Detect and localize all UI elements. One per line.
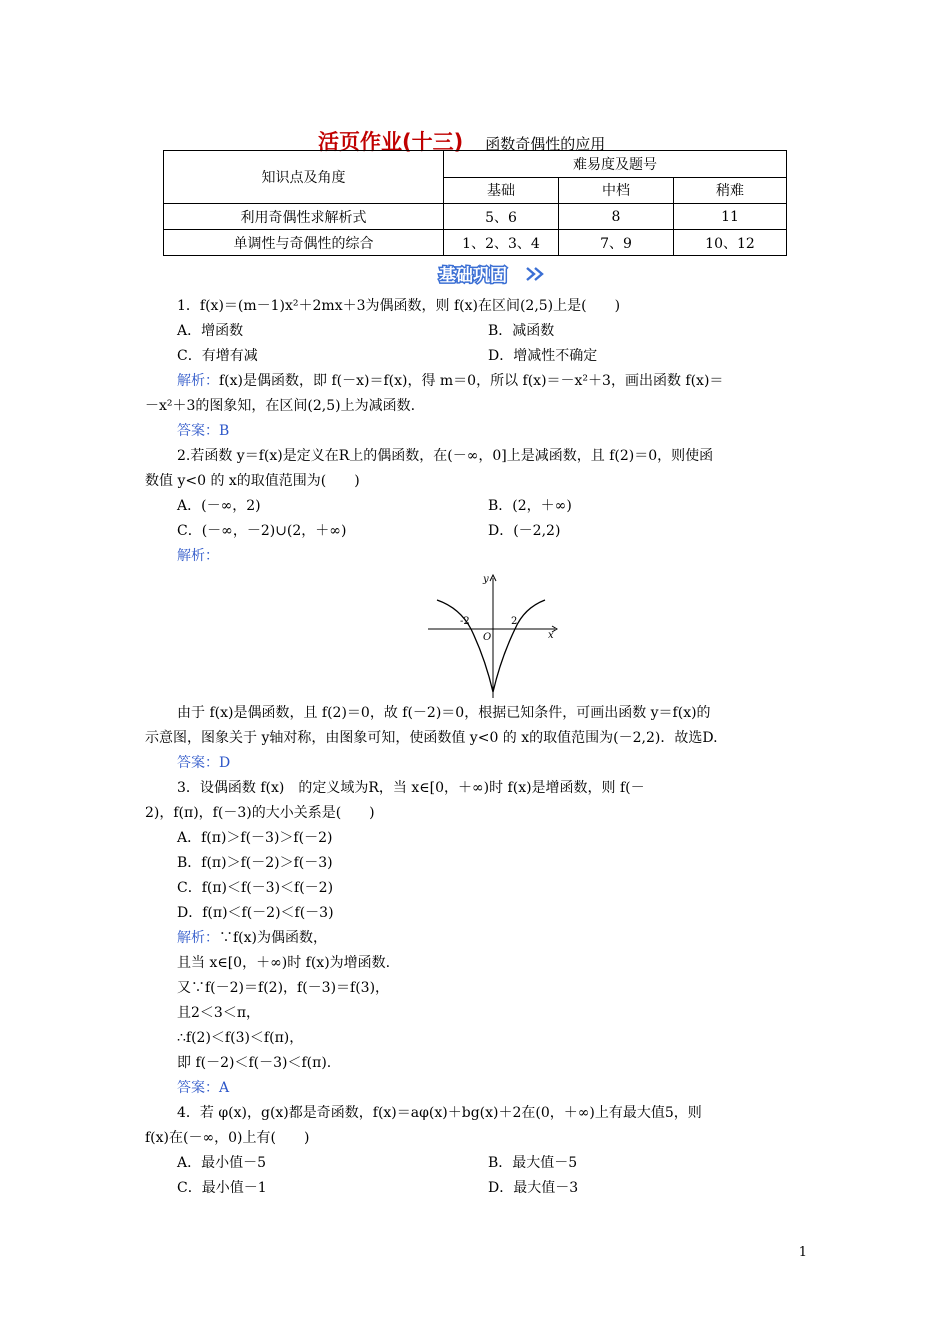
graph-curve-left <box>437 600 493 692</box>
q4-stem-line1: 4．若 φ(x)，g(x)都是奇函数，f(x)＝aφ(x)＋bg(x)＋2在(0，＋∞)上有最大值5，则 <box>177 1105 702 1121</box>
q2-stem-line2: 数值 y<0 的 x的取值范围为( ) <box>145 473 360 489</box>
q1-solution-text: f(x)是偶函数，即 f(－x)＝f(x)，得 m＝0，所以 f(x)＝－x²＋3，画出函数 f(x)＝ <box>219 373 724 389</box>
q3-answer: 答案：A <box>177 1080 230 1096</box>
table-cell: 1、2、3、4 <box>444 230 559 256</box>
q3-stem-line2: 2)，f(π)，f(－3)的大小关系是( ) <box>145 805 375 821</box>
q4-option-c: C．最小值－1 <box>177 1180 267 1196</box>
graph-curve-right <box>493 600 545 692</box>
table-cell: 5、6 <box>444 204 559 230</box>
table-cell: 10、12 <box>674 230 787 256</box>
q2-solution-label: 解析： <box>177 548 219 564</box>
section-banner <box>437 261 553 287</box>
chevron-right-icon <box>527 268 542 280</box>
table-row <box>164 230 787 256</box>
difficulty-table <box>163 150 787 256</box>
q1-option-d: D．增减性不确定 <box>488 348 598 364</box>
table-cell: 利用奇偶性求解析式 <box>164 204 444 230</box>
graph-pos2-label: 2 <box>511 616 518 627</box>
table-level-basic: 基础 <box>444 177 559 204</box>
table-cell: 11 <box>674 204 787 230</box>
graph-neg2-label: -2 <box>460 616 470 627</box>
q1-stem: 1．f(x)＝(m－1)x²＋2mx＋3为偶函数，则 f(x)在区间(2,5)上是( ) <box>177 298 621 314</box>
table-level-hard: 稍难 <box>674 177 787 204</box>
q1-solution-line2: －x²＋3的图象知，在区间(2,5)上为减函数. <box>145 398 416 414</box>
q2-stem-line1: 2.若函数 y＝f(x)是定义在R上的偶函数，在(－∞，0]上是减函数，且 f(2)＝0，则使函 <box>177 448 714 464</box>
q1-option-a: A．增函数 <box>177 323 244 339</box>
table-cell: 7、9 <box>559 230 674 256</box>
q3-solution-line6: 即 f(－2)＜f(－3)＜f(π). <box>177 1055 332 1071</box>
q2-answer: 答案：D <box>177 755 231 771</box>
q2-explanation-line2: 示意图，图象关于 y轴对称，由图象可知，使函数值 y<0 的 x的取值范围为(－2,2)．故选D. <box>145 730 718 746</box>
q2-option-a: A．(－∞，2) <box>177 498 261 514</box>
q2-function-graph <box>425 570 560 700</box>
q2-option-b: B．(2，＋∞) <box>488 498 572 514</box>
q3-option-c: C．f(π)＜f(－3)＜f(－2) <box>177 880 334 896</box>
q1-solution-label: 解析： <box>177 373 219 389</box>
table-row <box>164 204 787 230</box>
q3-solution-line2: 且当 x∈[0，＋∞)时 f(x)为增函数. <box>177 955 391 971</box>
table-cell: 单调性与奇偶性的综合 <box>164 230 444 256</box>
q4-option-b: B．最大值－5 <box>488 1155 578 1171</box>
q4-option-d: D．最大值－3 <box>488 1180 579 1196</box>
page-subtitle: 函数奇偶性的应用 <box>485 135 606 153</box>
graph-origin-label: O <box>483 632 492 643</box>
title-row <box>318 126 605 152</box>
q3-solution-line4: 且2＜3＜π， <box>177 1005 261 1021</box>
table-header-difficulty: 难易度及题号 <box>444 151 787 178</box>
q3-solution-line3: 又∵f(－2)＝f(2)，f(－3)＝f(3)， <box>177 980 390 996</box>
graph-y-label: y <box>483 574 489 585</box>
q3-option-d: D．f(π)＜f(－2)＜f(－3) <box>177 905 334 921</box>
q1-solution-line1 <box>177 371 723 391</box>
q1-answer: 答案：B <box>177 423 230 439</box>
graph-x-label: x <box>548 630 554 641</box>
q1-option-c: C．有增有减 <box>177 348 258 364</box>
q3-solution-label: 解析： <box>177 930 219 946</box>
q2-explanation-line1: 由于 f(x)是偶函数，且 f(2)＝0，故 f(－2)＝0，根据已知条件，可画出函数 y＝f(x)的 <box>177 705 711 721</box>
q3-stem-line1: 3．设偶函数 f(x) 的定义域为R，当 x∈[0，＋∞)时 f(x)是增函数，则 f(－ <box>177 780 645 796</box>
banner-text: 基础巩固 <box>439 266 507 286</box>
q2-option-c: C．(－∞，－2)∪(2，＋∞) <box>177 523 347 539</box>
q4-option-a: A．最小值－5 <box>177 1155 267 1171</box>
page-title: 活页作业(十三) <box>318 130 464 154</box>
table-level-medium: 中档 <box>559 177 674 204</box>
q3-solution-text: ∵f(x)为偶函数， <box>219 930 328 946</box>
q3-solution-line1 <box>177 928 327 948</box>
q3-option-b: B．f(π)＞f(－2)＞f(－3) <box>177 855 333 871</box>
q4-stem-line2: f(x)在(－∞，0)上有( ) <box>145 1130 310 1146</box>
table-cell: 8 <box>559 204 674 230</box>
q2-option-d: D．(－2,2) <box>488 523 561 539</box>
page-number: 1 <box>798 1245 807 1260</box>
q1-option-b: B．减函数 <box>488 323 555 339</box>
q3-solution-line5: ∴f(2)＜f(3)＜f(π)， <box>177 1030 304 1046</box>
q3-option-a: A．f(π)＞f(－3)＞f(－2) <box>177 830 333 846</box>
table-header-topic: 知识点及角度 <box>164 151 444 204</box>
